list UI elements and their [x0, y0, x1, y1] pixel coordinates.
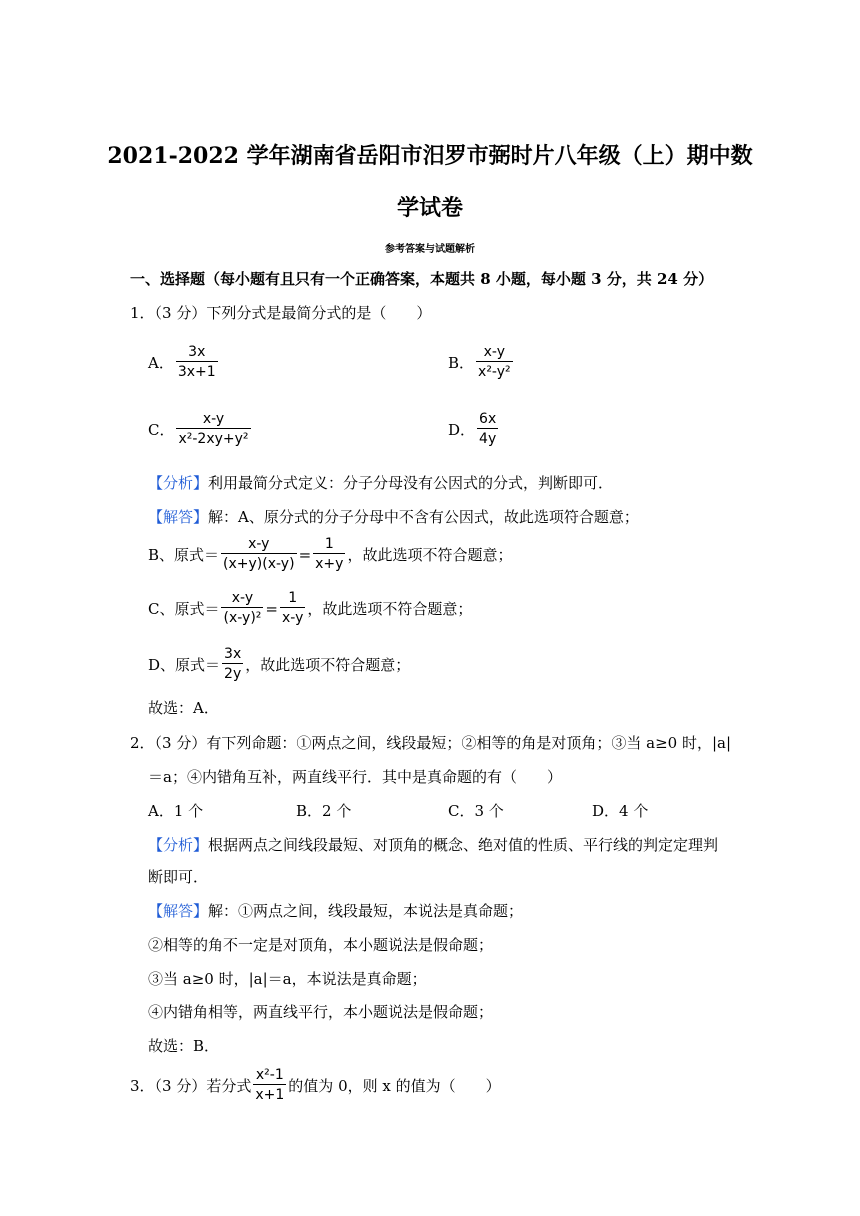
solution-b-prefix: B、原式＝ [148, 546, 220, 564]
analysis-text: 根据两点之间线段最短、对顶角的概念、绝对值的性质、平行线的判定定理判 [208, 836, 719, 854]
denominator: 2y [222, 663, 243, 684]
q1-option-d [448, 410, 500, 449]
option-label: B． [448, 354, 475, 372]
analysis-tag: 【分析】 [148, 474, 209, 492]
q2-option-c: C．3 个 [448, 802, 504, 820]
denominator: x+y [313, 553, 345, 574]
fraction [176, 343, 218, 382]
q1-option-a [148, 343, 220, 382]
solution-tag: 【解答】 [148, 902, 209, 920]
denominator: x²-y² [476, 361, 513, 382]
q2-option-d: D．4 个 [592, 802, 649, 820]
option-label: D． [448, 421, 476, 439]
denominator: (x-y)² [221, 607, 263, 628]
denominator: x-y [280, 607, 305, 628]
q1-answer: 故选：A． [148, 699, 219, 717]
fraction [221, 589, 263, 628]
q2-analysis [148, 834, 718, 856]
section-heading: 一、选择题（每小题有且只有一个正确答案，本题共 8 小题，每小题 3 分，共 24 分） [130, 270, 714, 288]
q1-option-b [448, 343, 515, 382]
numerator: x-y [231, 590, 254, 606]
numerator: 1 [288, 590, 298, 606]
numerator: x-y [248, 536, 270, 552]
q1-analysis [148, 472, 613, 494]
fraction [313, 535, 345, 574]
solution-b-suffix: ，故此选项不符合题意； [347, 546, 513, 564]
solution-d-suffix: ，故此选项不符合题意； [245, 656, 411, 674]
solution-c-suffix: ，故此选项不符合题意； [307, 600, 473, 618]
solution-c-prefix: C、原式＝ [148, 600, 220, 618]
analysis-tag: 【分析】 [148, 836, 209, 854]
q2-stem-line2: ＝a；④内错角互补，两直线平行．其中是真命题的有（ ） [148, 768, 562, 786]
option-label: C． [148, 421, 175, 439]
q3-stem-prefix: 3．（3 分）若分式 [130, 1077, 252, 1095]
fraction [176, 410, 250, 449]
numerator: x-y [202, 411, 225, 427]
numerator: 1 [324, 536, 334, 552]
denominator: 3x+1 [176, 361, 218, 382]
q2-solution-3: ③当 a≥0 时，|a|＝a，本说法是真命题； [148, 970, 427, 988]
solution-text: 解：①两点之间，线段最短，本说法是真命题； [208, 902, 524, 920]
denominator: x+1 [253, 1084, 286, 1105]
q2-solution-2: ②相等的角不一定是对顶角，本小题说法是假命题； [148, 936, 494, 954]
solution-text: 解：A、原分式的分子分母中不含有公因式，故此选项符合题意； [208, 508, 639, 526]
q3-stem [130, 1066, 501, 1105]
subtitle: 参考答案与试题解析 [385, 244, 475, 255]
q2-analysis-cont: 断即可． [148, 868, 209, 886]
equals-sign: = [265, 599, 278, 618]
q2-solution [148, 900, 523, 922]
title-line-1: 2021-2022 学年湖南省岳阳市汨罗市弼时片八年级（上）期中数 [107, 143, 753, 169]
q2-answer: 故选：B． [148, 1037, 220, 1055]
q3-stem-suffix: 的值为 0，则 x 的值为（ ） [288, 1077, 501, 1095]
q2-option-a: A．1 个 [148, 802, 204, 820]
fraction [221, 535, 297, 574]
fraction [280, 589, 305, 628]
solution-tag: 【解答】 [148, 508, 209, 526]
q2-stem-line1: 2．（3 分）有下列命题：①两点之间，线段最短；②相等的角是对顶角；③当 a≥0 时，|a| [130, 734, 731, 752]
q1-solution [148, 506, 639, 528]
denominator: (x+y)(x-y) [221, 553, 297, 574]
q1-option-c [148, 410, 253, 449]
q2-solution-4: ④内错角相等，两直线平行，本小题说法是假命题； [148, 1003, 494, 1021]
denominator: x²-2xy+y² [176, 428, 250, 449]
fraction [222, 645, 243, 684]
page-title [60, 130, 800, 234]
numerator: x-y [483, 344, 506, 360]
fraction [477, 410, 498, 449]
equals-sign: = [298, 545, 312, 564]
numerator: 3x [188, 344, 206, 360]
q1-stem: 1．（3 分）下列分式是最简分式的是（ ） [130, 304, 432, 322]
option-label: A． [148, 354, 174, 372]
numerator: x²-1 [255, 1067, 284, 1083]
title-line-2: 学试卷 [396, 195, 463, 221]
q2-option-b: B．2 个 [296, 802, 352, 820]
fraction [476, 343, 513, 382]
solution-d-prefix: D、原式＝ [148, 656, 221, 674]
q1-solution-c [148, 589, 472, 628]
q1-solution-d [148, 645, 410, 684]
fraction [253, 1066, 286, 1105]
q1-solution-b [148, 535, 512, 574]
numerator: 3x [224, 646, 242, 662]
denominator: 4y [477, 428, 498, 449]
analysis-text: 利用最简分式定义：分子分母没有公因式的分式，判断即可． [208, 474, 614, 492]
numerator: 6x [479, 411, 497, 427]
